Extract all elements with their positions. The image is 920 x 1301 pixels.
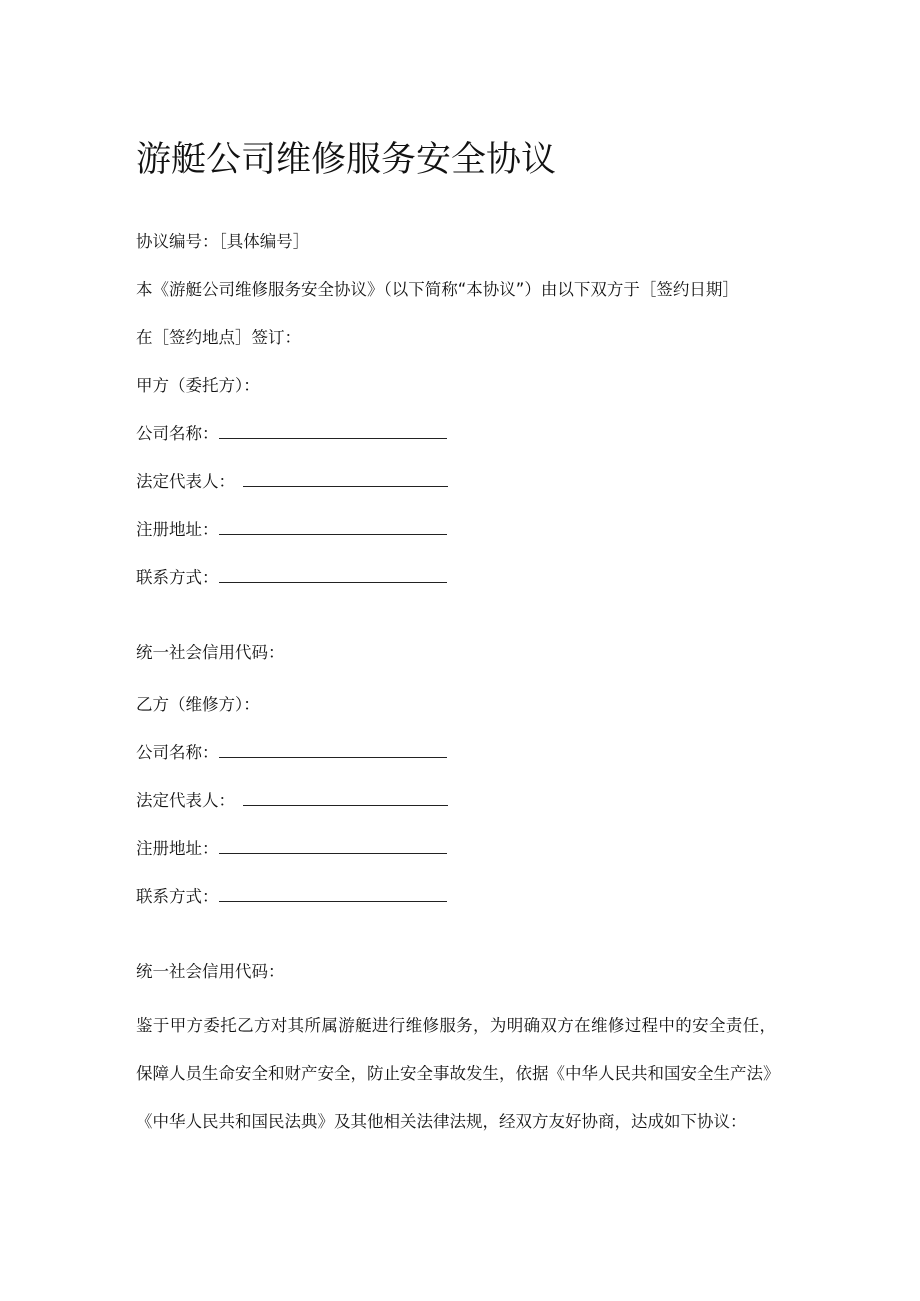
party-a-address-row [136, 519, 447, 541]
party-b-address-label: 注册地址： [136, 839, 219, 858]
party-a-contact-row [136, 567, 447, 589]
party-b-address-field[interactable] [219, 838, 447, 854]
party-a-legal-rep-row [136, 471, 448, 493]
party-a-address-field[interactable] [219, 519, 447, 535]
party-a-company-name-label: 公司名称： [136, 424, 219, 443]
preamble-line-1: 鉴于甲方委托乙方对其所属游艇进行维修服务，为明确双方在维修过程中的安全责任， [136, 1016, 776, 1035]
party-b-contact-label: 联系方式： [136, 887, 219, 906]
party-a-company-name-field[interactable] [219, 423, 447, 439]
party-b-credit-code: 统一社会信用代码： [136, 962, 285, 981]
party-a-heading: 甲方（委托方）： [136, 376, 260, 395]
intro-line-1: 本《游艇公司维修服务安全协议》（以下简称“本协议”）由以下双方于［签约日期］ [136, 280, 739, 299]
agreement-number: 协议编号：［具体编号］ [136, 232, 310, 251]
party-b-company-name-label: 公司名称： [136, 743, 219, 762]
party-a-address-label: 注册地址： [136, 520, 219, 539]
party-b-legal-rep-label: 法定代表人： [136, 791, 235, 810]
intro-line-2: 在［签约地点］签订： [136, 328, 301, 347]
party-a-contact-label: 联系方式： [136, 568, 219, 587]
party-a-company-name-row [136, 423, 447, 445]
party-b-contact-field[interactable] [219, 886, 447, 902]
party-a-legal-rep-label: 法定代表人： [136, 472, 235, 491]
party-b-heading: 乙方（维修方）： [136, 695, 260, 714]
document-title: 游艇公司维修服务安全协议 [136, 140, 557, 180]
party-b-company-name-field[interactable] [219, 742, 447, 758]
preamble-line-2: 保障人员生命安全和财产安全，防止安全事故发生，依据《中华人民共和国安全生产法》 [136, 1064, 780, 1083]
party-b-legal-rep-row [136, 790, 448, 812]
party-b-company-name-row [136, 742, 447, 764]
party-b-contact-row [136, 886, 447, 908]
party-a-legal-rep-field[interactable] [243, 471, 448, 487]
preamble-line-3: 《中华人民共和国民法典》及其他相关法律法规，经双方友好协商，达成如下协议： [136, 1112, 747, 1131]
party-b-address-row [136, 838, 447, 860]
party-a-contact-field[interactable] [219, 567, 447, 583]
party-b-legal-rep-field[interactable] [243, 790, 448, 806]
party-a-credit-code: 统一社会信用代码： [136, 643, 285, 662]
